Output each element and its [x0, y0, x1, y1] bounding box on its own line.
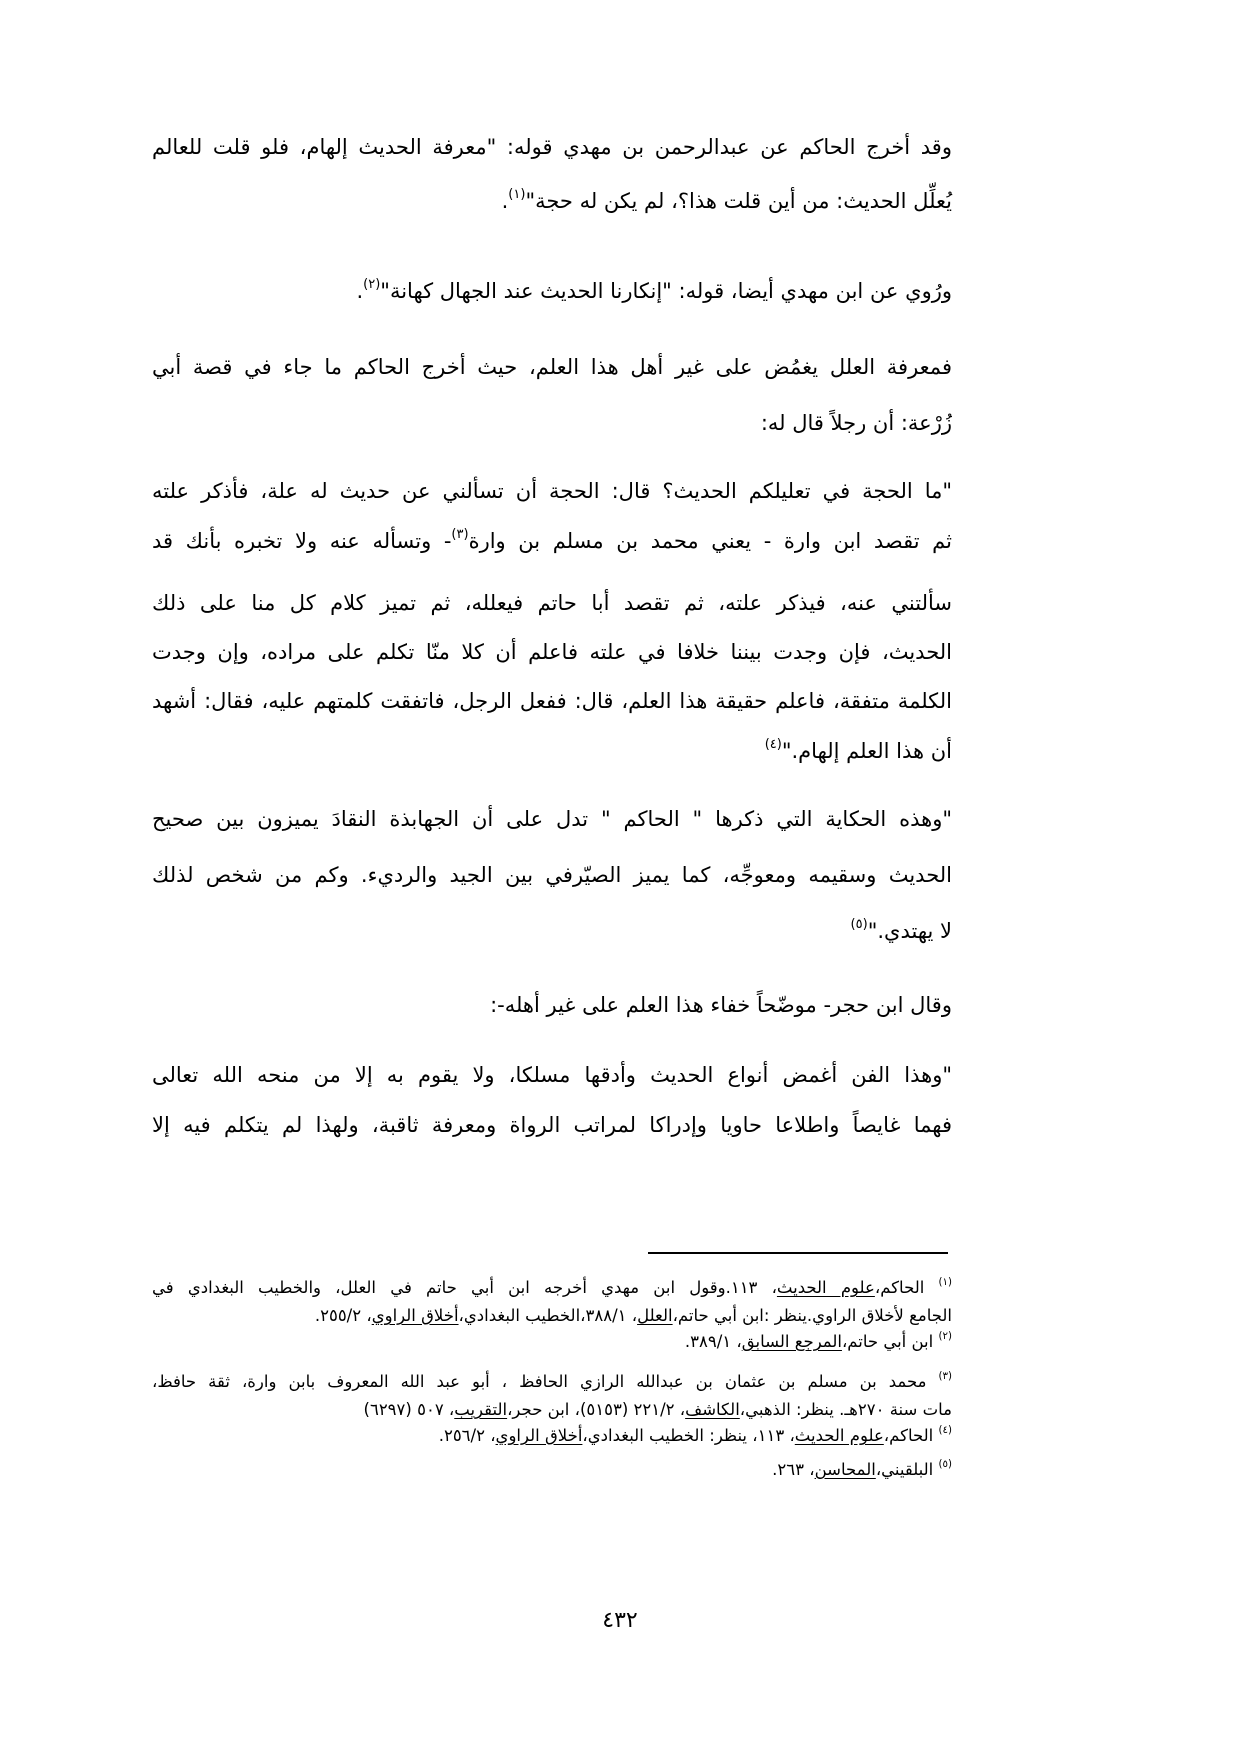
body-text: - وتسأله عنه ولا تخبره بأنك قد [152, 529, 452, 553]
body-text: "وهذا الفن أغمض أنواع الحديث وأدقها مسلكا، ولا يقوم به إلا من منحه الله تعالى [152, 1063, 952, 1087]
footnote-5 [152, 1458, 952, 1482]
body-text: وقال ابن حجر- موضّحاً خفاء هذا العلم على غير أهله-: [490, 993, 952, 1017]
footnote-text: محمد بن مسلم بن عثمان بن عبدالله الرازي الحافظ ، أبو عبد الله المعروف بابن وارة، ثقة حافظ، [152, 1372, 927, 1391]
footnote-3-line-1 [152, 1370, 952, 1394]
quote2-line-1 [152, 1060, 952, 1090]
body-text: زُرْعة: أن رجلاً قال له: [760, 411, 952, 435]
footnote-text: الحاكم، [883, 1426, 934, 1445]
book-title: التقريب [454, 1400, 508, 1419]
footnote-ref-4[interactable]: (٤) [764, 737, 782, 753]
body-text: الكلمة متفقة، فاعلم حقيقة هذا العلم، قال: ففعل الرجل، فاتفقت كلمتهم عليه، فقال: أشهد [152, 689, 952, 713]
body-line-1 [152, 132, 952, 162]
footnote-mark-2: (٢) [938, 1330, 952, 1342]
body-text: "ما الحجة في تعليلكم الحديث؟ قال: الحجة أن تسألني عن حديث له علة، فأذكر علته [152, 479, 952, 503]
footnote-text: ابن أبي حاتم، [841, 1332, 934, 1351]
period: . [501, 189, 509, 213]
body-text: فمعرفة العلل يغمُض على غير أهل هذا العلم، حيث أخرج الحاكم ما جاء في قصة أبي [152, 355, 952, 379]
book-title: أخلاق الراوي [371, 1306, 459, 1325]
footnote-text: ، ١١٣، ينظر: الخطيب البغدادي، [582, 1426, 795, 1445]
footnote-separator [648, 1252, 948, 1254]
body-line-9 [152, 990, 952, 1020]
body-text: فهما غايصاً واطلاعا حاويا وإدراكا لمراتب الرواة ومعرفة ثاقبة، ولهذا لم يتكلم فيه إلا [152, 1113, 952, 1137]
footnote-1-line-2 [152, 1304, 952, 1328]
quote2-line-2 [152, 1110, 952, 1140]
book-title: علوم الحديث [776, 1278, 875, 1297]
quote-line-6 [152, 736, 952, 766]
body-line-3 [152, 276, 952, 306]
body-line-4 [152, 352, 952, 382]
footnote-text: ، ٥٠٧ (٦٢٩٧) [363, 1400, 455, 1419]
body-line-8 [152, 916, 952, 946]
footnote-text: مات سنة ٢٧٠هـ. ينظر: الذهبي، [739, 1400, 952, 1419]
footnote-ref-1[interactable]: (١) [508, 187, 526, 203]
footnote-2 [152, 1330, 952, 1354]
book-title: المرجع السابق [741, 1332, 842, 1351]
quote-line-4 [152, 637, 952, 667]
body-text: أن هذا العلم إلهام." [781, 739, 952, 763]
footnote-text: ، ٣٨٨/١،الخطيب البغدادي، [458, 1306, 638, 1325]
footnote-ref-3[interactable]: (٣) [451, 527, 469, 543]
body-line-5 [152, 408, 952, 438]
body-text: ورُوي عن ابن مهدي أيضا، قوله: "إنكارنا الحديث عند الجهال كهانة" [380, 279, 952, 303]
footnote-text: ، ١١٣.وقول ابن مهدي أخرجه ابن أبي حاتم في العلل، والخطيب البغدادي في [152, 1278, 777, 1297]
body-text: لا يهتدي." [867, 919, 952, 943]
page-number: ٤٣٢ [602, 1608, 638, 1633]
body-text: الحديث وسقيمه ومعوجِّه، كما يميز الصيّرفي بين الجيد والرديء. وكم من شخص لذلك [152, 863, 952, 887]
footnote-text: ، ٢٥٥/٢. [314, 1306, 372, 1325]
quote-line-2 [152, 526, 952, 556]
body-text: ثم تقصد ابن وارة - يعني محمد بن مسلم بن وارة [468, 529, 952, 553]
quote-line-5 [152, 686, 952, 716]
body-text: سألتني عنه، فيذكر علته، ثم تقصد أبا حاتم فيعلله، ثم تميز كلام كل منا على ذلك [152, 591, 952, 615]
footnote-4 [152, 1424, 952, 1448]
footnote-text: ، ٢٢١/٢ (٥١٥٣)، ابن حجر، [507, 1400, 686, 1419]
body-text: الحديث، فإن وجدت بيننا خلافا في علته فاعلم أن كلا منّا تكلم على مراده، وإن وجدت [152, 640, 952, 664]
footnote-text: الحاكم، [874, 1278, 925, 1297]
body-text: يُعلِّل الحديث: من أين قلت هذا؟، لم يكن له حجة" [525, 189, 952, 213]
footnote-mark-3: (٣) [938, 1370, 952, 1382]
footnote-text: ، ٢٦٣. [772, 1460, 815, 1479]
footnote-ref-5[interactable]: (٥) [850, 917, 868, 933]
body-text: وقد أخرج الحاكم عن عبدالرحمن بن مهدي قوله: "معرفة الحديث إلهام، فلو قلت للعالم [152, 135, 952, 159]
footnote-3-line-2 [152, 1398, 952, 1422]
body-text: "وهذه الحكاية التي ذكرها " الحاكم " تدل على أن الجهابذة النقادَ يميزون بين صحيح [152, 807, 952, 831]
footnote-1-line-1 [152, 1276, 952, 1300]
footnote-text: ، ٢٥٦/٢. [438, 1426, 496, 1445]
book-title: الكاشف [685, 1400, 740, 1419]
footnote-mark-5: (٥) [938, 1458, 952, 1470]
period: . [356, 279, 364, 303]
body-line-7 [152, 860, 952, 890]
footnote-mark-4: (٤) [938, 1424, 952, 1436]
body-line-2 [152, 186, 952, 216]
body-line-6 [152, 804, 952, 834]
quote-line-1 [152, 476, 952, 506]
footnote-text: الجامع لأخلاق الراوي.ينظر :ابن أبي حاتم، [672, 1306, 952, 1325]
quote-line-3 [152, 588, 952, 618]
book-title: أخلاق الراوي [495, 1426, 583, 1445]
footnote-ref-2[interactable]: (٢) [363, 277, 381, 293]
book-title: المحاسن [814, 1460, 876, 1479]
book-title: علوم الحديث [794, 1426, 884, 1445]
footnote-text: ، ٣٨٩/١. [684, 1332, 742, 1351]
book-title: العلل [637, 1306, 673, 1325]
footnote-mark-1: (١) [938, 1276, 953, 1288]
footnote-text: البلقيني، [875, 1460, 934, 1479]
